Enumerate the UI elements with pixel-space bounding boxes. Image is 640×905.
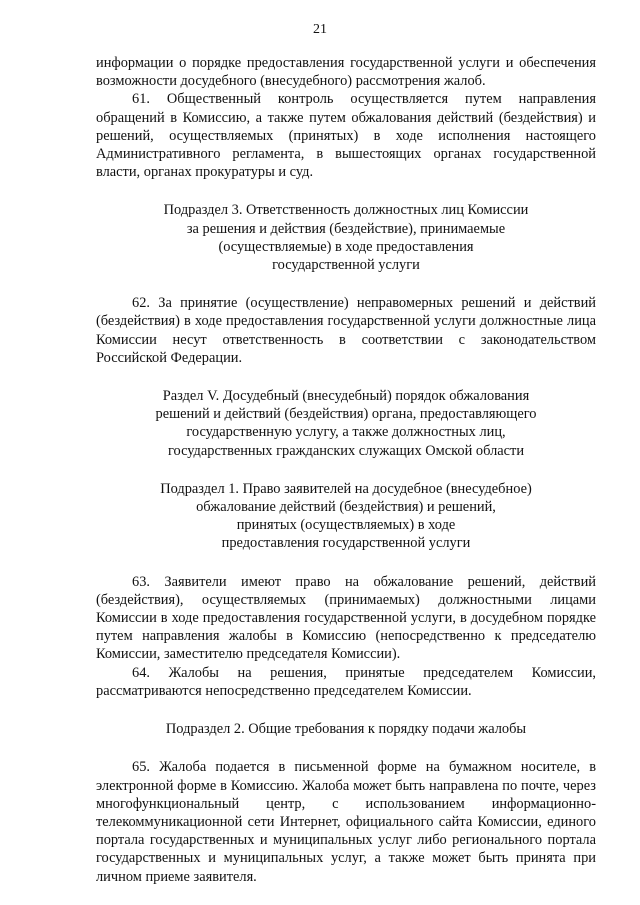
heading-line: принятых (осуществляемых) в ходе	[236, 517, 456, 534]
paragraph-61: 61. Общественный контроль осуществляется путем направления обращений в Комиссию, а также путем обжалования действий (бездействия) и решений, осуществляемых (принятых) в ходе исполнения настоящего Административного регламента, в вышестоящих органах государственной власти, органах прокуратуры и суд.	[96, 91, 596, 181]
heading-line: предоставления государственной услуги	[221, 535, 471, 552]
heading-subsection-3	[96, 201, 596, 274]
document-body	[96, 54, 596, 886]
paragraph-63: 63. Заявители имеют право на обжалование решений, действий (бездействия), осуществляемых (принимаемых) должностными лицами Комиссии в ходе предоставления государственной услуги, в досудебном порядке путем направления жалобы в Комиссию (непосредственно к председателю Комиссии, заместителю председателя Комиссии).	[96, 573, 596, 663]
heading-line: государственных гражданских служащих Омской области	[167, 442, 525, 459]
paragraph-continuation: информации о порядке предоставления государственной услуги и обеспечения возможности досудебного (внесудебного) рассмотрения жалоб.	[96, 55, 596, 90]
heading-line: обжалование действий (бездействия) и решений,	[196, 499, 496, 516]
heading-line: Подраздел 2. Общие требования к порядку подачи жалобы	[165, 721, 527, 738]
heading-section-5	[96, 387, 596, 460]
heading-subsection-2	[96, 720, 596, 738]
heading-line: (осуществляемые) в ходе предоставления	[218, 238, 474, 255]
heading-line: Подраздел 3. Ответственность должностных лиц Комиссии	[163, 202, 529, 219]
heading-line: за решения и действия (бездействие), принимаемые	[186, 220, 506, 237]
heading-line: Подраздел 1. Право заявителей на досудебное (внесудебное)	[160, 480, 532, 497]
paragraph-62: 62. За принятие (осуществление) неправомерных решений и действий (бездействия) в ходе предоставления государственной услуги должностные лица Комиссии несут ответственность в соответствии с законодательством Российской Федерации.	[96, 295, 596, 366]
paragraph-64: 64. Жалобы на решения, принятые председателем Комиссии, рассматриваются непосредственно председателем Комиссии.	[96, 664, 596, 699]
heading-line: государственную услугу, а также должностных лиц,	[186, 424, 506, 441]
heading-line: Раздел V. Досудебный (внесудебный) порядок обжалования	[162, 388, 530, 405]
page-number: 21	[313, 22, 327, 37]
heading-line: решений и действий (бездействия) органа, предоставляющего	[155, 406, 537, 423]
heading-line: государственной услуги	[272, 257, 420, 274]
heading-subsection-1	[96, 480, 596, 553]
paragraph-65: 65. Жалоба подается в письменной форме на бумажном носителе, в электронной форме в Комиссию. Жалоба может быть направлена по почте, через многофункциональный центр, с использованием информационно-телекоммуникационной сети Интернет, официального сайта Комиссии, единого портала государственных и муниципальных услуг либо регионального портала государственных и муниципальных услуг, а также может быть принята при личном приеме заявителя.	[96, 759, 596, 885]
